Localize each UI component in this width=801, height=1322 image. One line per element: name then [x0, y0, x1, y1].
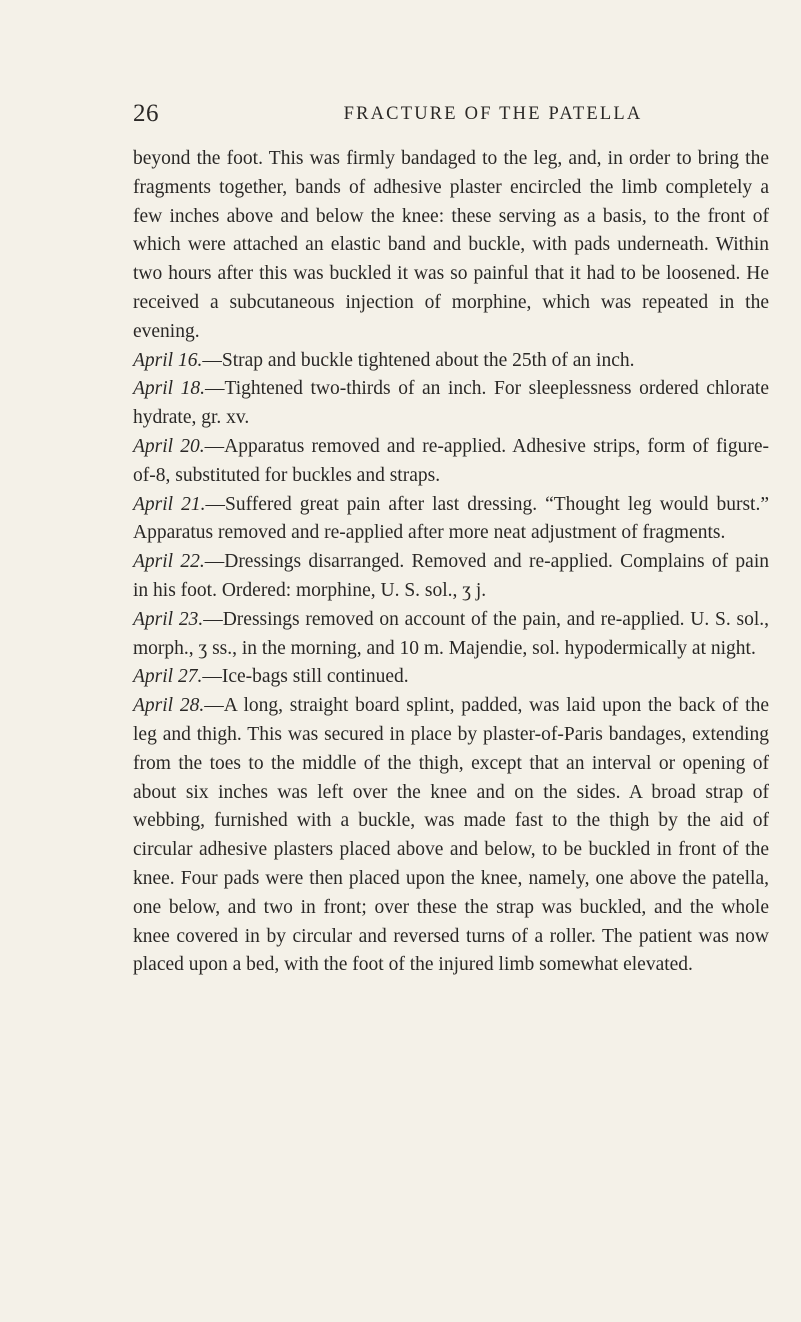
- entry-april-23: [133, 606, 769, 664]
- entry-date: April 23.: [133, 608, 204, 630]
- entry-date: April 16.: [133, 349, 203, 371]
- entry-text: —Suffered great pain after last dressing. “Thought leg would burst.” Apparatus removed and re-applied after more neat adjustment of fragments.: [133, 493, 769, 544]
- entry-text: —Apparatus removed and re-applied. Adhesive strips, form of figure-of-8, substituted for buckles and straps.: [133, 435, 769, 486]
- running-head: FRACTURE OF THE PATELLA: [343, 104, 643, 124]
- entry-text: —Dressings removed on account of the pain, and re-applied. U. S. sol., morph., ʒ ss., in the morning, and 10 m. Majendie, sol. hypodermically at night.: [133, 608, 769, 659]
- intro-paragraph: beyond the foot. This was firmly bandaged to the leg, and, in order to bring the fragments together, bands of adhesive plaster encircled the limb completely a few inches above and below the knee: these serving as a basis, to the front of which were attached an elastic band and buckle, with pads underneath. Within two hours after this was buckled it was so painful that it had to be loosened. He received a subcutaneous injection of morphine, which was repeated in the evening.: [133, 148, 769, 342]
- entry-april-28: [133, 692, 769, 980]
- body-text: [133, 145, 769, 980]
- entry-text: —Strap and buckle tightened about the 25th of an inch.: [202, 349, 635, 371]
- entry-date: April 20.: [133, 435, 205, 457]
- entry-date: April 21.: [133, 493, 206, 515]
- entry-text: —Ice-bags still continued.: [202, 666, 409, 688]
- page-number: 26: [133, 100, 159, 127]
- entry-date: April 28.: [133, 695, 205, 717]
- entry-april-16: [133, 347, 769, 376]
- page-header: [133, 96, 773, 132]
- entry-text: —Dressings disarranged. Removed and re-applied. Complains of pain in his foot. Ordered: morphine, U. S. sol., ʒ j.: [133, 551, 769, 601]
- entry-date: April 27.: [133, 666, 203, 688]
- entry-april-21: [133, 491, 769, 549]
- entry-text: —Tightened two-thirds of an inch. For sleeplessness ordered chlorate hydrate, gr. xv.: [133, 378, 769, 429]
- entry-april-20: [133, 433, 769, 491]
- entry-april-18: [133, 375, 769, 433]
- entry-april-27: [133, 663, 769, 692]
- entry-text: —A long, straight board splint, padded, was laid upon the back of the leg and thigh. This was secured in place by plaster-of-Paris bandages, extending from the toes to the middle of the thigh, except that an interval or opening of about six inches was left over the knee and on the sides. A broad strap of webbing, furnished with a buckle, was made fast to the thigh by the aid of circular adhesive plasters placed above and below, to be buckled in front of the knee. Four pads were then placed upon the knee, namely, one above the patella, one below, and two in front; over these the strap was buckled, and the whole knee covered in by circular and reversed turns of a roller. The patient was now placed upon a bed, with the foot of the injured limb somewhat elevated.: [133, 695, 769, 976]
- entry-date: April 18.: [133, 378, 206, 400]
- entry-april-22: [133, 548, 769, 606]
- entry-date: April 22.: [133, 551, 205, 573]
